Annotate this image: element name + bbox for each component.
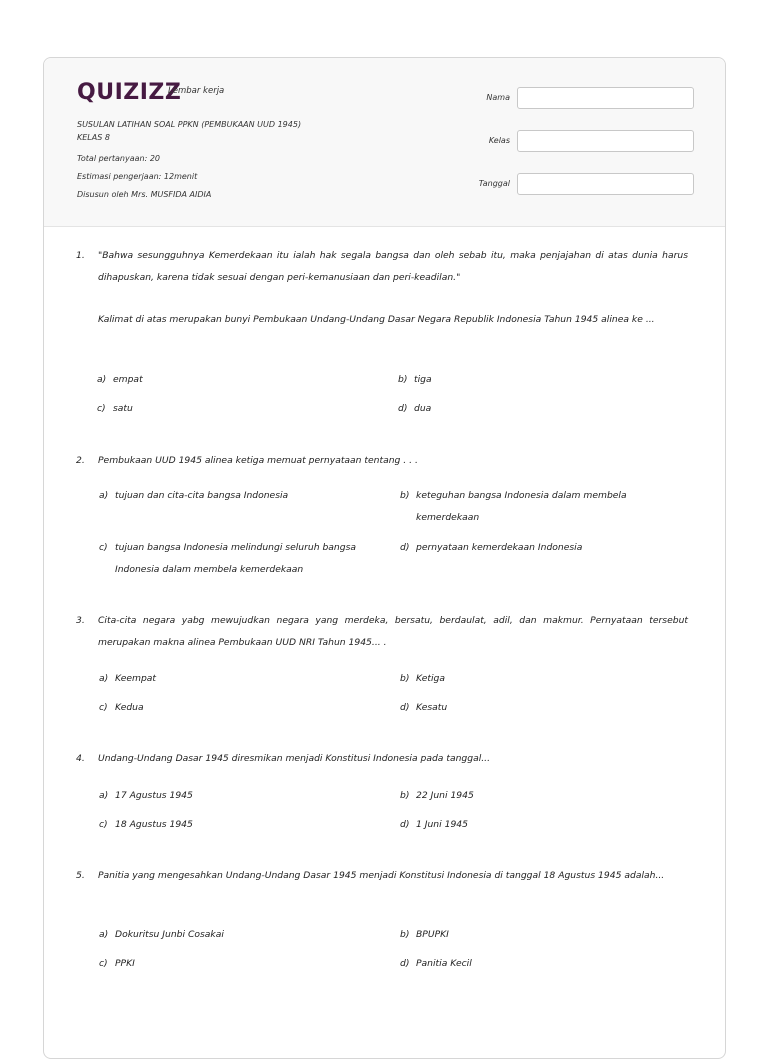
name-label: Nama: [486, 93, 510, 102]
option-letter: d): [400, 542, 410, 553]
option-c[interactable]: [99, 697, 144, 719]
option-d[interactable]: [400, 814, 468, 836]
option-text: empat: [113, 374, 143, 385]
option-text: BPUPKI: [416, 929, 449, 940]
option-letter: b): [400, 790, 410, 801]
option-a[interactable]: [99, 668, 156, 690]
option-a[interactable]: [97, 369, 143, 391]
option-c[interactable]: [99, 537, 379, 581]
question-3: [76, 610, 688, 654]
option-text: Dokuritsu Junbi Cosakai: [115, 929, 224, 940]
question-text: Panitia yang mengesahkan Undang-Undang Dasar 1945 menjadi Konstitusi Indonesia di tanggal 18 Agustus 1945 adalah...: [98, 870, 665, 881]
option-text: 1 Juni 1945: [416, 819, 468, 830]
date-field[interactable]: [517, 173, 694, 195]
option-text: PPKI: [115, 958, 135, 969]
option-letter: a): [99, 929, 109, 940]
question-text: "Bahwa sesungguhnya Kemerdekaan itu ialah hak segala bangsa dan oleh sebab itu, maka penjajahan di atas dunia harus dihapuskan, karena tidak sesuai dengan peri-kemanusiaan dan peri-keadilan.": [98, 250, 688, 283]
option-b[interactable]: [400, 485, 660, 529]
question-number: 1.: [76, 250, 85, 261]
question-5: [76, 865, 688, 887]
class-label: Kelas: [488, 136, 510, 145]
option-text: 18 Agustus 1945: [115, 819, 193, 830]
option-text: tujuan dan cita-cita bangsa Indonesia: [115, 490, 289, 501]
option-a[interactable]: [99, 924, 224, 946]
estimated-time: Estimasi pengerjaan: 12menit: [77, 172, 198, 181]
author-line: Disusun oleh Mrs. MUSFIDA AIDIA: [77, 190, 212, 199]
option-text: Keempat: [115, 673, 157, 684]
option-letter: c): [99, 702, 108, 713]
option-text: satu: [113, 403, 133, 414]
option-d[interactable]: [398, 398, 431, 420]
question-4: [76, 748, 688, 770]
option-a[interactable]: [99, 485, 369, 507]
option-b[interactable]: [400, 668, 445, 690]
option-b[interactable]: [400, 785, 474, 807]
option-c[interactable]: [97, 398, 133, 420]
option-letter: a): [99, 673, 109, 684]
question-text-continued: Kalimat di atas merupakan bunyi Pembukaan Undang-Undang Dasar Negara Republik Indonesia Tahun 1945 alinea ke ...: [98, 314, 655, 325]
option-letter: b): [400, 490, 410, 501]
option-letter: b): [400, 673, 410, 684]
option-text: keteguhan bangsa Indonesia dalam membela kemerdekaan: [416, 490, 627, 523]
option-text: Ketiga: [416, 673, 445, 684]
option-a[interactable]: [99, 785, 193, 807]
question-number: 3.: [76, 615, 85, 626]
worksheet-header: [44, 58, 725, 227]
question-number: 4.: [76, 753, 85, 764]
option-letter: a): [99, 490, 109, 501]
option-b[interactable]: [400, 924, 449, 946]
option-letter: b): [400, 929, 410, 940]
class-field[interactable]: [517, 130, 694, 152]
option-c[interactable]: [99, 814, 193, 836]
option-b[interactable]: [398, 369, 432, 391]
name-field[interactable]: [517, 87, 694, 109]
option-text: Kesatu: [416, 702, 448, 713]
option-letter: c): [99, 958, 108, 969]
question-count: Total pertanyaan: 20: [77, 154, 161, 163]
option-letter: d): [400, 958, 410, 969]
option-letter: c): [99, 542, 108, 553]
question-number: 2.: [76, 455, 85, 466]
option-text: pernyataan kemerdekaan Indonesia: [416, 542, 583, 553]
option-letter: d): [398, 403, 408, 414]
option-text: Kedua: [115, 702, 144, 713]
option-d[interactable]: [400, 697, 447, 719]
worksheet-type-label: Lembar kerja: [168, 86, 225, 96]
option-text: dua: [414, 403, 432, 414]
option-text: 22 Juni 1945: [416, 790, 474, 801]
question-2: [76, 450, 688, 472]
question-number: 5.: [76, 870, 85, 881]
question-text: Cita-cita negara yabg mewujudkan negara yang merdeka, bersatu, berdaulat, adil, dan makmur. Pernyataan tersebut merupakan makna alinea Pembukaan UUD NRI Tahun 1945... .: [98, 615, 688, 648]
option-letter: c): [97, 403, 106, 414]
option-letter: d): [400, 819, 410, 830]
option-letter: a): [99, 790, 109, 801]
option-letter: a): [97, 374, 107, 385]
option-c[interactable]: [99, 953, 135, 975]
option-d[interactable]: [400, 953, 472, 975]
worksheet-title: SUSULAN LATIHAN SOAL PPKN (PEMBUKAAN UUD 1945) KELAS 8: [77, 120, 302, 142]
option-letter: d): [400, 702, 410, 713]
option-letter: c): [99, 819, 108, 830]
question-text: Undang-Undang Dasar 1945 diresmikan menjadi Konstitusi Indonesia pada tanggal...: [98, 753, 491, 764]
question-text: Pembukaan UUD 1945 alinea ketiga memuat pernyataan tentang . . .: [98, 455, 418, 466]
option-text: tiga: [414, 374, 432, 385]
option-text: tujuan bangsa Indonesia melindungi seluruh bangsa Indonesia dalam membela kemerdekaan: [115, 542, 356, 575]
quizizz-logo: QUIZIZZ: [77, 80, 182, 105]
option-d[interactable]: [400, 537, 660, 559]
date-label: Tanggal: [478, 179, 510, 188]
option-letter: b): [398, 374, 408, 385]
question-1: [76, 245, 688, 331]
worksheet-page: [43, 57, 726, 1059]
option-text: Panitia Kecil: [416, 958, 472, 969]
option-text: 17 Agustus 1945: [115, 790, 193, 801]
